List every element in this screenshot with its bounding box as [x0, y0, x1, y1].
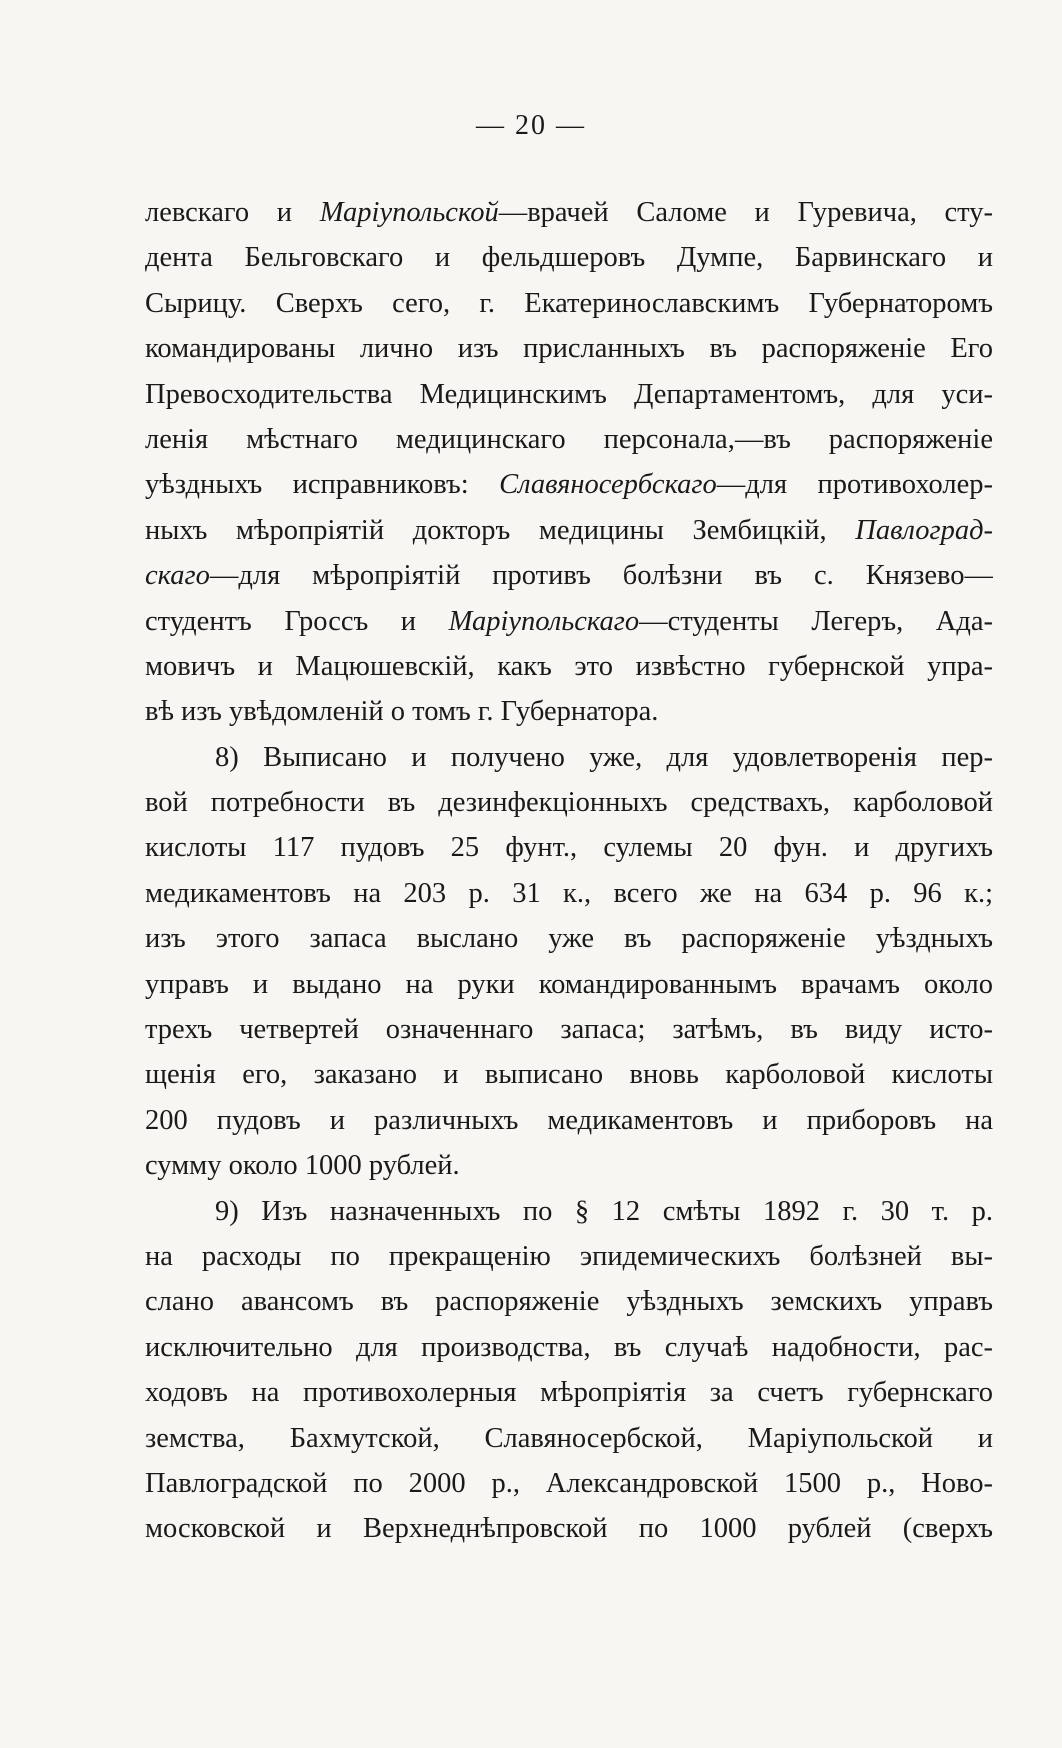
body-text [145, 190, 993, 1552]
text-segment: щенія его, заказано и выписано вновь карболовой кислоты [145, 1059, 993, 1091]
italic-text: Славяносербскаго [499, 469, 717, 501]
text-line [145, 1052, 993, 1097]
text-segment: на расходы по прекращенію эпидемическихъ болѣзней вы- [145, 1240, 993, 1272]
text-line [145, 1189, 993, 1234]
text-segment: студентъ Гроссъ и [145, 605, 449, 637]
text-segment: медикаментовъ на 203 р. 31 к., всего же на 634 р. 96 к.; [145, 877, 993, 909]
text-line [145, 372, 993, 417]
italic-text: Маріупольской [319, 197, 499, 228]
text-segment: вѣ изъ увѣдомленій о томъ г. Губернатора. [145, 696, 659, 728]
text-segment: слано авансомъ въ распоряженіе уѣздныхъ земскихъ управъ [145, 1286, 993, 1318]
text-segment: дента Бельговскаго и фельдшеровъ Думпе, Барвинскаго и [145, 242, 993, 274]
text-segment: левскаго и [145, 197, 320, 228]
text-segment: —студенты Легеръ, Ада- [639, 605, 993, 637]
text-segment: управъ и выдано на руки командированнымъ врачамъ около [145, 968, 993, 1000]
text-line [145, 417, 993, 462]
text-segment: —врачей Саломе и Гуревича, сту- [498, 197, 993, 228]
text-line [145, 190, 993, 235]
text-line [145, 825, 993, 870]
text-line [145, 553, 993, 598]
text-segment: трехъ четвертей означеннаго запаса; затѣмъ, въ виду исто- [145, 1014, 993, 1046]
text-segment: московской и Верхнеднѣпровской по 1000 рублей (сверхъ [145, 1513, 993, 1545]
italic-text: Павлоград- [855, 514, 993, 546]
text-segment: командированы лично изъ присланныхъ въ распоряженіе Его [145, 333, 993, 365]
text-segment: уѣздныхъ исправниковъ: [145, 469, 500, 501]
text-line [145, 1234, 993, 1279]
text-segment: сумму около 1000 рублей. [145, 1150, 460, 1182]
text-segment: ленія мѣстнаго медицинскаго персонала,—въ распоряженіе [145, 423, 993, 455]
text-line [145, 281, 993, 326]
text-line [145, 1279, 993, 1324]
text-segment: изъ этого запаса выслано уже въ распоряженіе уѣздныхъ [145, 923, 993, 955]
text-line [145, 1325, 993, 1370]
text-segment: Превосходительства Медицинскимъ Департаментомъ, для уси- [145, 378, 993, 410]
page-number: — 20 — [476, 110, 586, 141]
text-line [145, 644, 993, 689]
text-line [145, 1098, 993, 1143]
text-line [145, 916, 993, 961]
text-line [145, 462, 993, 507]
text-line [145, 1370, 993, 1415]
text-segment: кислоты 117 пудовъ 25 фунт., сулемы 20 фун. и другихъ [145, 832, 993, 864]
text-segment: 200 пудовъ и различныхъ медикаментовъ и приборовъ на [145, 1104, 993, 1136]
text-line [145, 1416, 993, 1461]
text-line [145, 1461, 993, 1506]
text-segment: земства, Бахмутской, Славяносербской, Маріупольской и [145, 1422, 993, 1454]
text-segment: вой потребности въ дезинфекціонныхъ средствахъ, карболовой [145, 787, 993, 819]
italic-text: Маріупольскаго [448, 605, 640, 637]
text-line [145, 780, 993, 825]
text-segment: —для противохолер- [716, 469, 993, 501]
italic-text: скаго [145, 560, 210, 592]
text-segment: ныхъ мѣропріятій докторъ медицины Зембицкій, [145, 514, 856, 546]
text-line [145, 508, 993, 553]
text-segment: мовичъ и Мацюшевскій, какъ это извѣстно губернской упра- [145, 650, 993, 682]
text-line [145, 689, 993, 734]
text-segment: Павлоградской по 2000 р., Александровской 1500 р., Ново- [145, 1467, 993, 1499]
text-segment: 9) Изъ назначенныхъ по § 12 смѣты 1892 г. 30 т. р. [215, 1195, 993, 1227]
text-line [145, 326, 993, 371]
text-line [145, 235, 993, 280]
text-line [145, 599, 993, 644]
text-line [145, 735, 993, 780]
text-line [145, 1007, 993, 1052]
text-segment: исключительно для производства, въ случаѣ надобности, рас- [145, 1331, 993, 1363]
text-segment: Сырицу. Сверхъ сего, г. Екатеринославскимъ Губернаторомъ [145, 287, 993, 319]
text-segment: —для мѣропріятій противъ болѣзни въ с. Князево— [209, 560, 993, 592]
text-segment: ходовъ на противохолерныя мѣропріятія за счетъ губернскаго [145, 1377, 993, 1409]
text-line [145, 871, 993, 916]
text-line [145, 1143, 993, 1188]
text-segment: 8) Выписано и получено уже, для удовлетворенія пер- [215, 741, 993, 773]
text-line [145, 1506, 993, 1551]
text-line [145, 962, 993, 1007]
